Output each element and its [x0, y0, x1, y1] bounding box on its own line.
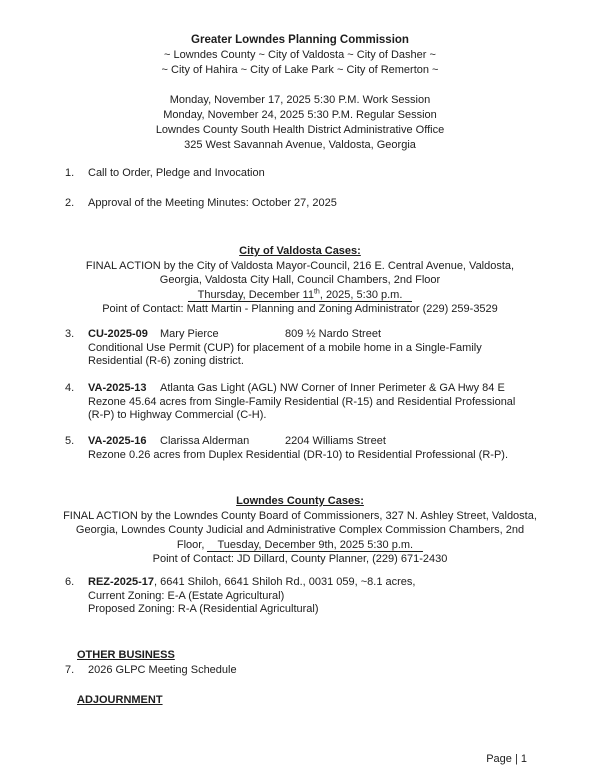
case-header-line	[88, 435, 386, 447]
item-text: Approval of the Meeting Minutes: October 27, 2025	[88, 197, 337, 209]
case-item-3	[65, 328, 532, 369]
session-info	[0, 93, 600, 153]
case-number: VA-2025-16	[88, 435, 147, 447]
case-applicant: Mary Pierce	[160, 328, 219, 340]
item-text: Call to Order, Pledge and Invocation	[88, 167, 265, 179]
case-item-6	[65, 576, 532, 617]
case-number: CU-2025-09	[88, 328, 148, 340]
case-address: 809 ½ Nardo Street	[285, 328, 382, 340]
valdosta-cases-heading: City of Valdosta Cases:	[239, 245, 361, 257]
agenda-item-2	[65, 197, 532, 211]
case-description: Rezone 45.64 acres from Single-Family Residential (R-15) and Residential Professional (R-P) to Highway Commercial (C-H).	[88, 395, 516, 422]
item-number: 6.	[65, 576, 75, 588]
item-number: 2.	[65, 197, 75, 209]
point-of-contact: Point of Contact: Matt Martin - Planning and Zoning Administrator (229) 259-3529	[102, 303, 498, 315]
meeting-date-line	[34, 288, 566, 303]
item-number: 1.	[65, 167, 75, 179]
case-number: VA-2025-13	[88, 382, 147, 394]
case-applicant: Atlanta Gas Light (AGL) NW Corner of Inner Perimeter & GA Hwy 84 E	[160, 382, 505, 394]
valdosta-cases-section-header	[34, 244, 566, 317]
case-applicant: Clarissa Alderman	[160, 435, 250, 447]
final-action-line: FINAL ACTION by the Lowndes County Board of Commissioners, 327 N. Ashley Street, Valdosta,	[63, 509, 537, 522]
final-action-line: Georgia, Valdosta City Hall, Council Chambers, 2nd Floor	[159, 274, 441, 286]
case-header-line	[88, 576, 532, 590]
item-text: 2026 GLPC Meeting Schedule	[88, 664, 237, 676]
lowndes-cases-section-header	[34, 494, 566, 567]
item-number: 3.	[65, 328, 75, 340]
case-item-5	[65, 435, 532, 462]
lowndes-cases-heading: Lowndes County Cases:	[236, 495, 364, 507]
jurisdictions-line-1: ~ Lowndes County ~ City of Valdosta ~ City of Dasher ~	[164, 49, 436, 61]
current-zoning: Current Zoning: E-A (Estate Agricultural)	[88, 589, 285, 602]
agenda-item-7	[65, 664, 532, 678]
final-action-line: FINAL ACTION by the City of Valdosta Mayor-Council, 216 E. Central Avenue, Valdosta,	[85, 259, 515, 272]
adjournment-heading: ADJOURNMENT	[77, 694, 163, 706]
case-description: Conditional Use Permit (CUP) for placement of a mobile home in a Single-Family Residential (R-6) zoning district.	[88, 341, 482, 368]
meeting-date-line: Floor, Tuesday, December 9th, 2025 5:30 p.m.	[34, 538, 566, 553]
case-location: , 6641 Shiloh, 6641 Shiloh Rd., 0031 059, ~8.1 acres,	[154, 576, 416, 588]
case-header-line	[88, 382, 505, 394]
other-business-heading: OTHER BUSINESS	[77, 649, 175, 661]
document-header	[0, 33, 600, 153]
case-address: 2204 Williams Street	[285, 435, 386, 447]
meeting-date-underlined: Thursday, December 11th, 2025, 5:30 p.m.	[188, 289, 413, 302]
proposed-zoning: Proposed Zoning: R-A (Residential Agricultural)	[88, 603, 319, 616]
point-of-contact: Point of Contact: JD Dillard, County Planner, (229) 671-2430	[152, 553, 448, 565]
item-number: 7.	[65, 664, 75, 676]
agenda-item-1	[65, 167, 532, 181]
case-header-line	[88, 328, 381, 340]
final-action-line: Georgia, Lowndes County Judicial and Administrative Complex Commission Chambers, 2nd	[75, 524, 525, 536]
case-description: Rezone 0.26 acres from Duplex Residential (DR-10) to Residential Professional (R-P).	[88, 448, 509, 461]
session-line: Monday, November 24, 2025 5:30 P.M. Regular Session	[163, 109, 437, 121]
session-line: Lowndes County South Health District Administrative Office	[155, 124, 445, 136]
case-item-4	[65, 382, 532, 423]
date-ordinal: th	[313, 287, 320, 295]
document-title: Greater Lowndes Planning Commission	[191, 34, 409, 46]
case-number: REZ-2025-17	[88, 576, 155, 588]
item-number: 4.	[65, 382, 75, 394]
session-line: Monday, November 17, 2025 5:30 P.M. Work Session	[169, 94, 431, 106]
meeting-date-underlined: Tuesday, December 9th, 2025 5:30 p.m.	[207, 539, 423, 552]
jurisdictions-line-2: ~ City of Hahira ~ City of Lake Park ~ City of Remerton ~	[161, 64, 439, 76]
session-line: 325 West Savannah Avenue, Valdosta, Georgia	[184, 139, 416, 151]
page-number: Page | 1	[486, 753, 527, 765]
item-number: 5.	[65, 435, 75, 447]
